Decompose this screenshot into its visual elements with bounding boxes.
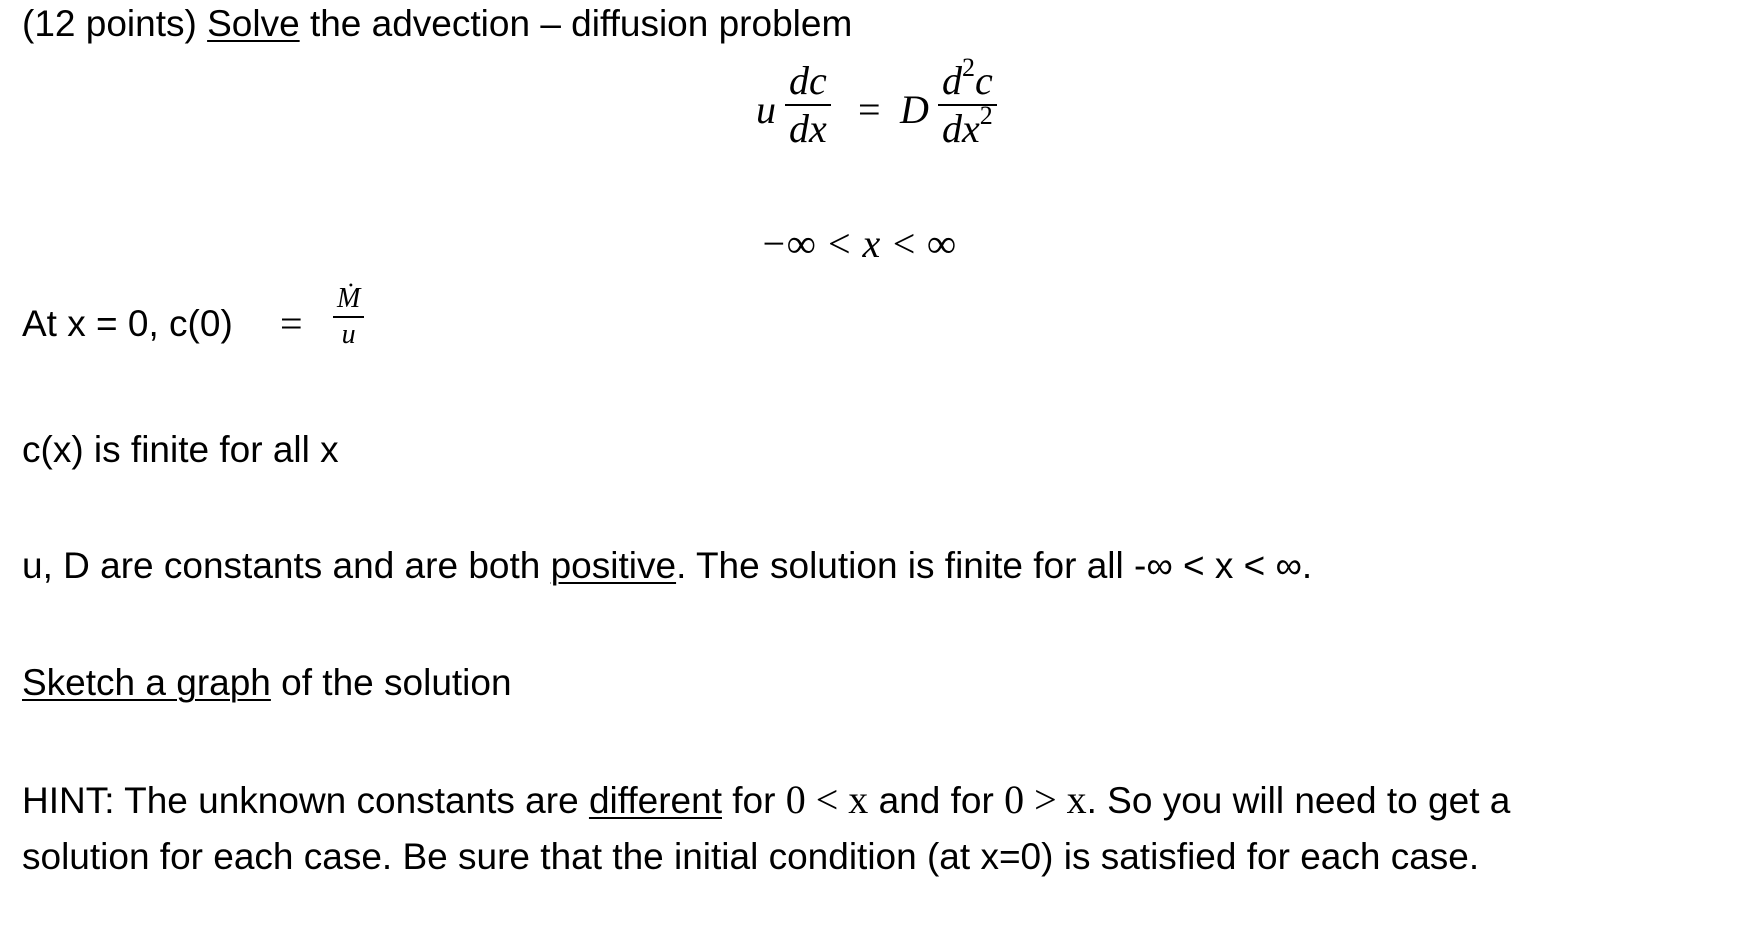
hint-pre: HINT: The unknown constants are: [22, 780, 579, 821]
eq-right-num-base: d: [942, 58, 962, 103]
sketch-instruction: [22, 661, 512, 705]
boundary-condition-label: At x = 0, c(0): [22, 303, 233, 344]
eq-right-den-exponent: 2: [979, 100, 993, 130]
boundary-denominator: u: [341, 318, 356, 350]
finite-condition: c(x) is finite for all x: [22, 429, 339, 470]
eq-right-numerator: [938, 52, 997, 104]
eq-left-denominator: dx: [789, 106, 827, 151]
hint-and-for: and for: [878, 780, 994, 821]
eq-right-denominator: [938, 100, 997, 152]
constants-statement: [22, 544, 1312, 588]
eq-right-num-exponent: 2: [962, 52, 975, 82]
boundary-numerator: Ṁ: [337, 283, 361, 314]
constants-post: . The solution is finite for all -∞ < x < ∞.: [676, 545, 1313, 586]
eq-right-coefficient: D: [900, 87, 929, 132]
eq-right-num-var: c: [975, 58, 993, 103]
positive-emphasis: positive: [550, 545, 677, 586]
hint-for: for: [732, 780, 776, 821]
sketch-post: of the solution: [281, 662, 512, 703]
domain-condition: −∞ < x < ∞: [760, 221, 956, 266]
different-emphasis: different: [588, 780, 722, 821]
eq-right-den-base: dx: [942, 106, 980, 151]
points-label: (12 points): [22, 3, 197, 44]
solve-verb: Solve: [207, 3, 300, 44]
hint-condition-positive: 0 < x: [785, 777, 869, 822]
governing-equation: [0, 0, 1758, 160]
boundary-fraction: [333, 282, 364, 352]
hint-line-1: [22, 778, 1510, 823]
eq-right-fraction: [938, 52, 997, 152]
eq-left-coefficient: u: [756, 87, 776, 132]
sketch-emphasis: Sketch a graph: [22, 662, 271, 703]
heading-rest: the advection – diffusion problem: [309, 3, 853, 44]
boundary-equals-sign: =: [280, 301, 303, 346]
eq-left-fraction: [785, 58, 831, 152]
constants-pre: u, D are constants and are both: [22, 545, 541, 586]
hint-condition-negative: 0 > x: [1004, 777, 1087, 822]
eq-left-numerator: dc: [789, 58, 827, 103]
eq-equals-sign: =: [858, 87, 881, 132]
hint-line-2: solution for each case. Be sure that the initial condition (at x=0) is satisfied for each case.: [22, 836, 1480, 877]
hint-post: . So you will need to get a: [1086, 780, 1511, 821]
